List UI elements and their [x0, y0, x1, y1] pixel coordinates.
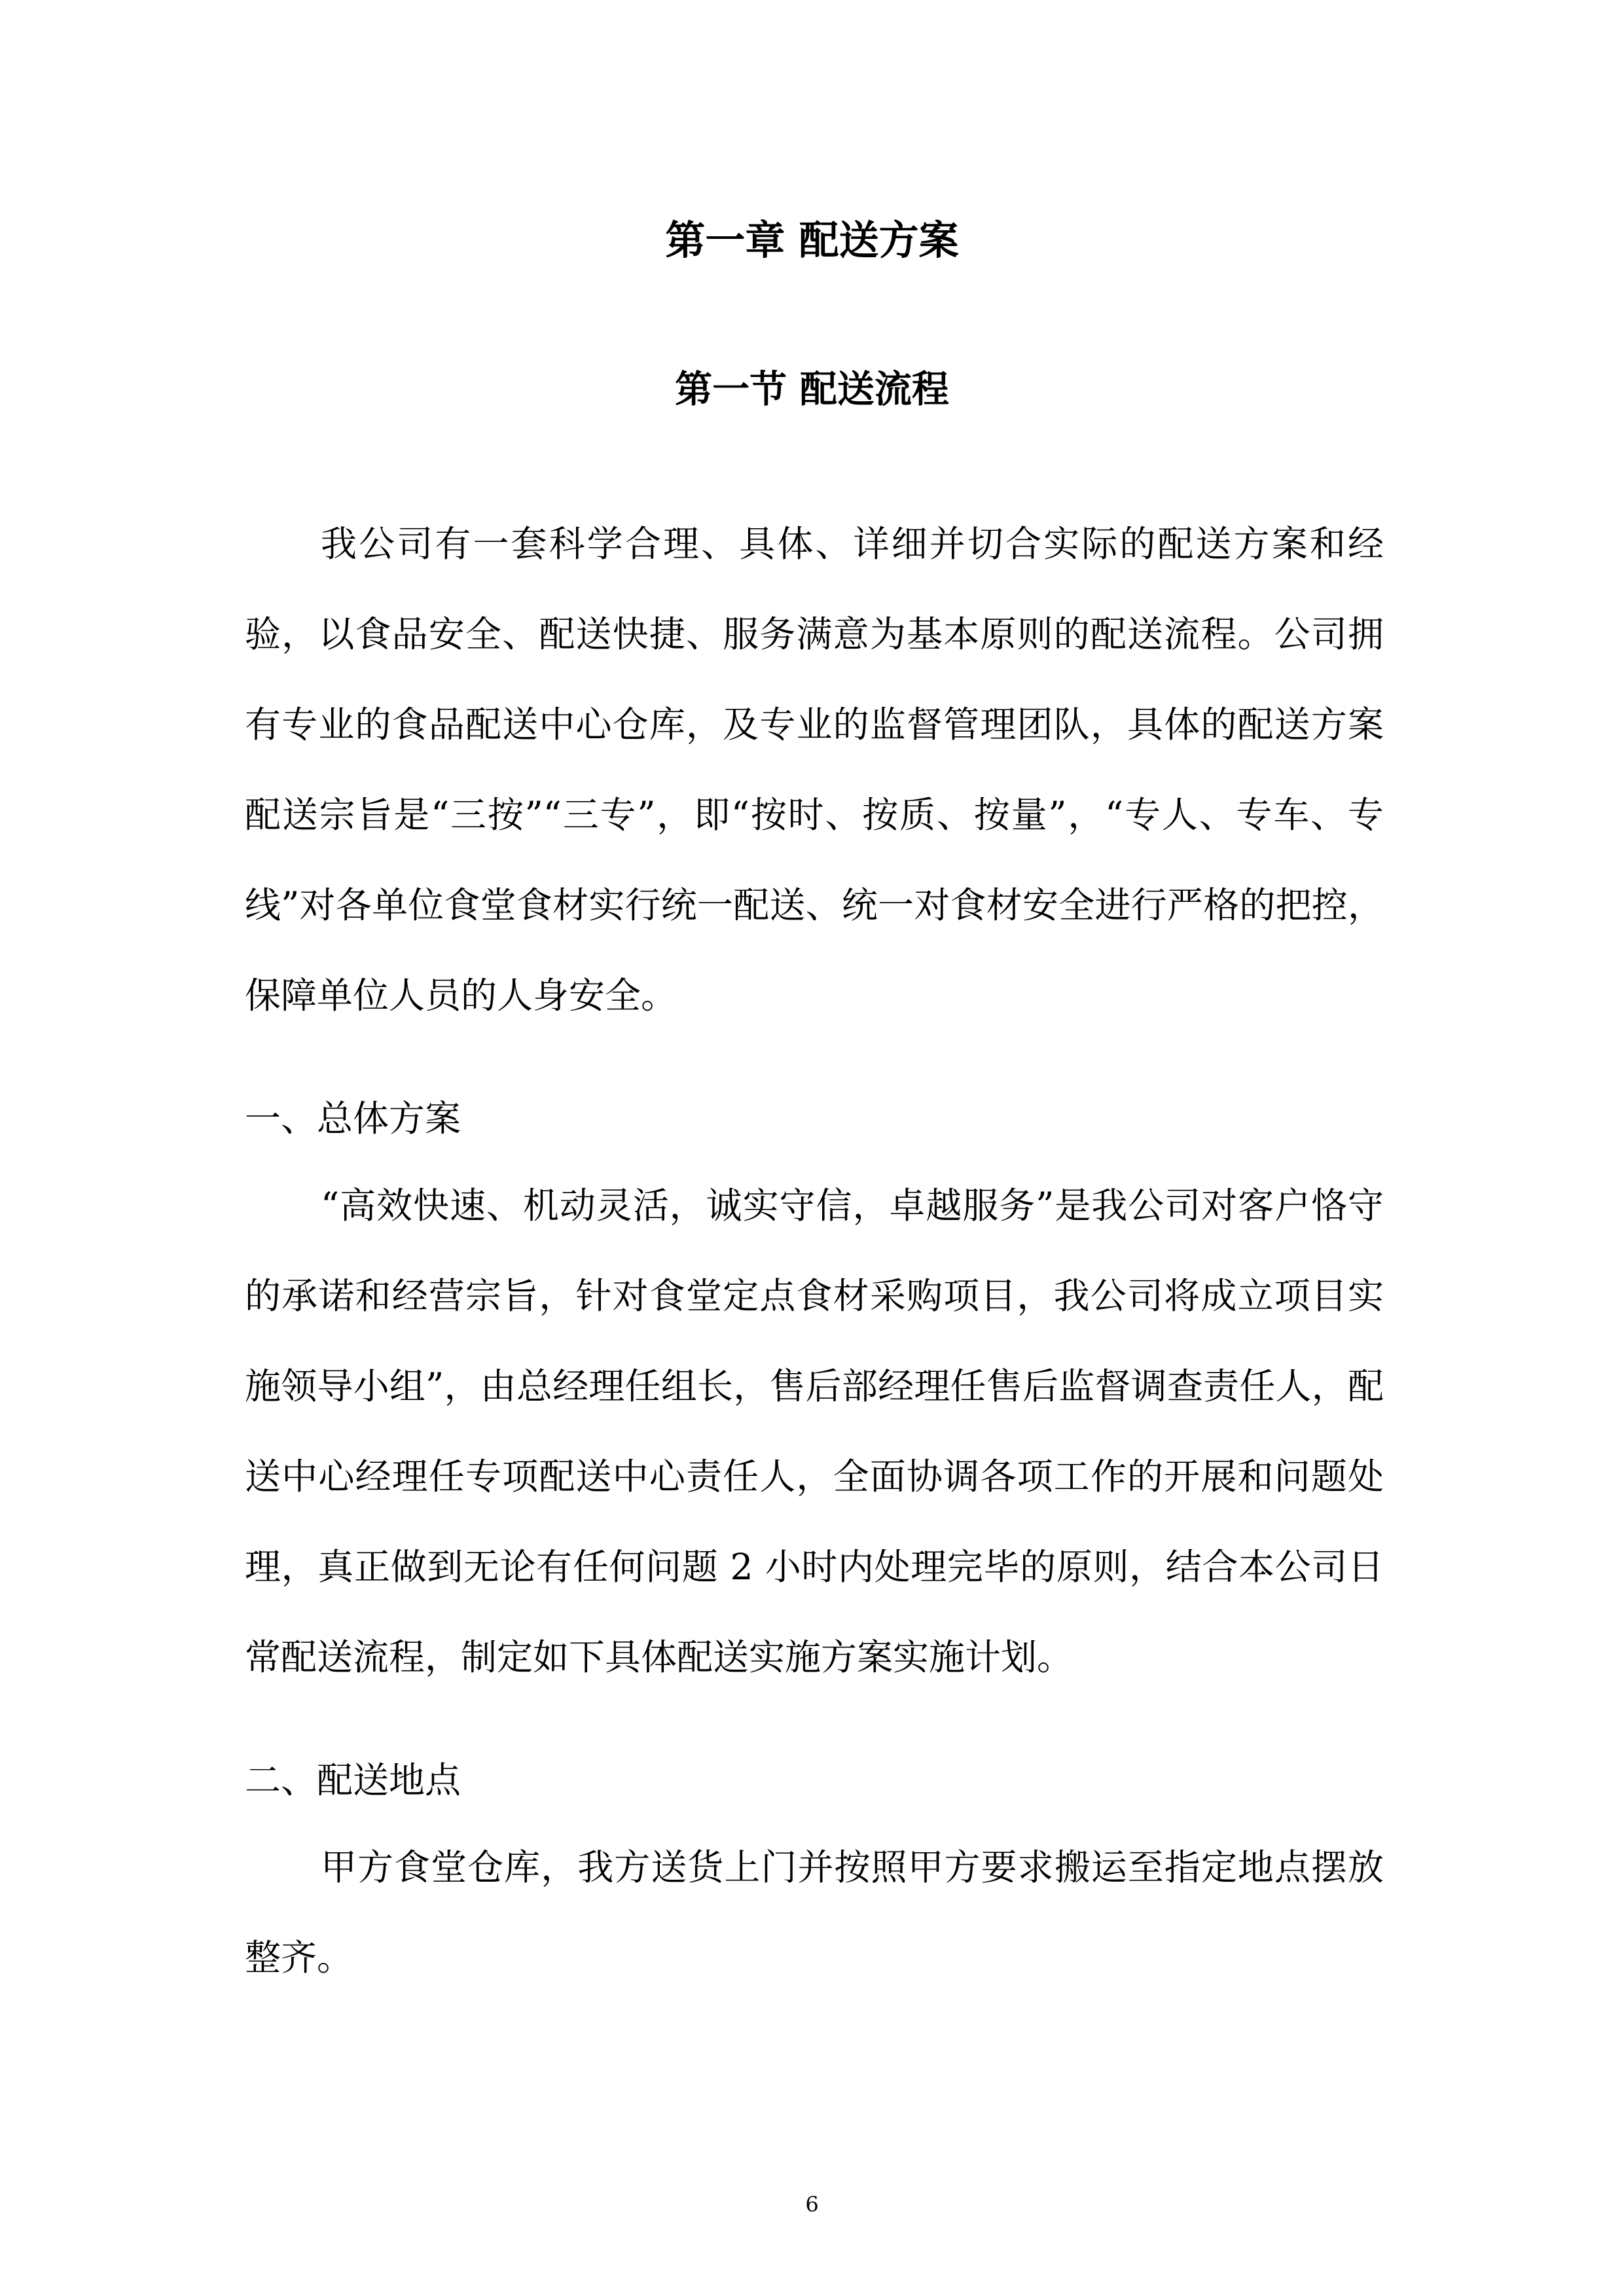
- chapter-title: 第一章 配送方案: [665, 217, 959, 264]
- subsection-heading-overall-plan: 一、总体方案: [245, 1098, 461, 1139]
- section-title: 第一节 配送流程: [675, 367, 949, 411]
- subsection-heading-delivery-location: 二、配送地点: [245, 1759, 461, 1801]
- intro-paragraph: 我公司有一套科学合理、具体、详细并切合实际的配送方案和经验，以食品安全、配送快捷、服务满意为基本原则的配送流程。公司拥有专业的食品配送中心仓库，及专业的监督管理团队，具体的配送方案配送宗旨是“三按”“三专”，即“按时、按质、按量”，“专人、专车、专线”对各单位食堂食材实行统一配送、统一对食材安全进行严格的把控，保障单位人员的人身安全。: [245, 523, 1384, 1016]
- page-number: 6: [805, 2192, 819, 2217]
- overall-plan-paragraph: “高效快速、机动灵活，诚实守信，卓越服务”是我公司对客户恪守的承诺和经营宗旨，针对食堂定点食材采购项目，我公司将成立项目实施领导小组”，由总经理任组长，售后部经理任售后监督调查责任人，配送中心经理任专项配送中心责任人，全面协调各项工作的开展和问题处理，真正做到无论有任何问题 2 小时内处理完毕的原则，结合本公司日常配送流程，制定如下具体配送实施方案实施计划。: [245, 1185, 1384, 1678]
- delivery-location-paragraph: 甲方食堂仓库，我方送货上门并按照甲方要求搬运至指定地点摆放整齐。: [245, 1846, 1384, 1979]
